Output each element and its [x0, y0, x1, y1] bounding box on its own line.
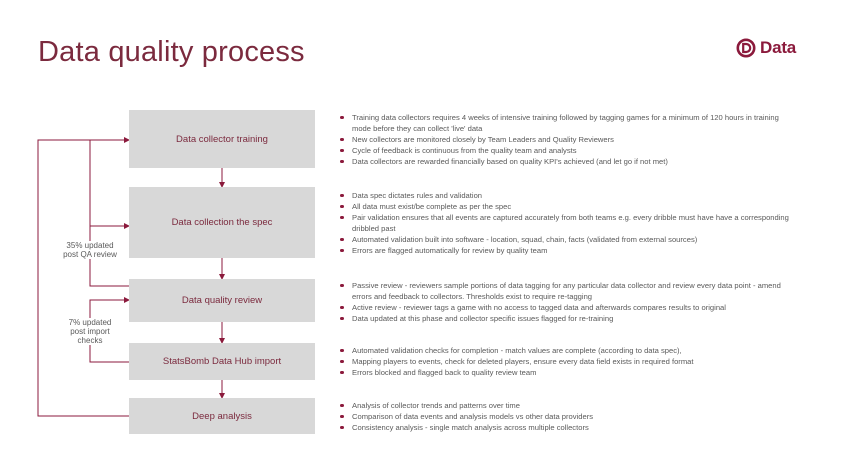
- stage-bullets-spec: [340, 190, 795, 256]
- stage-label: Data collector training: [176, 133, 268, 145]
- bullet-item: All data must exist/be complete as per the spec: [340, 201, 795, 212]
- stage-box-training: [129, 110, 315, 168]
- bullet-item: Errors are flagged automatically for review by quality team: [340, 245, 795, 256]
- bullet-item: Data spec dictates rules and validation: [340, 190, 795, 201]
- logo-text: Data: [760, 38, 797, 57]
- page-title: Data quality process: [38, 36, 305, 68]
- stage-label: Deep analysis: [192, 410, 252, 422]
- bullet-item: Consistency analysis - single match analysis across multiple collectors: [340, 422, 795, 433]
- bullet-item: Mapping players to events, check for deleted players, ensure every data field exists in required format: [340, 356, 795, 367]
- bullet-item: Comparison of data events and analysis models vs other data providers: [340, 411, 795, 422]
- bullet-item: Automated validation built into software - location, squad, chain, facts (validated from external sources): [340, 234, 795, 245]
- stage-box-spec: [129, 187, 315, 258]
- stage-label: Data collection the spec: [171, 217, 273, 228]
- stage-label: StatsBomb Data Hub import: [162, 356, 282, 367]
- bullet-item: Analysis of collector trends and patterns over time: [340, 400, 795, 411]
- bullet-item: Passive review - reviewers sample portions of data tagging for any particular data collector and review every data point - amend errors and feedback to collectors. Thresholds exist to require re-tagging: [340, 280, 795, 302]
- bullet-item: Pair validation ensures that all events are captured accurately from both teams e.g. every dribble must have have a corresponding dribbled past: [340, 212, 795, 234]
- bullet-item: Training data collectors requires 4 weeks of intensive training followed by tagging games for a minimum of 120 hours in training mode before they can collect 'live' data: [340, 112, 795, 134]
- stage-bullets-review: [340, 280, 795, 324]
- bullet-item: Errors blocked and flagged back to quality review team: [340, 367, 795, 378]
- feedback-loop-outer: [38, 140, 129, 416]
- stage-bullets-training: [340, 112, 795, 167]
- stage-bullets-import: [340, 345, 795, 378]
- bullet-item: New collectors are monitored closely by Team Leaders and Quality Reviewers: [340, 134, 795, 145]
- feedback-label-import: 7% updated post import checks: [60, 318, 120, 345]
- stage-bullets-analysis: [340, 400, 795, 433]
- feedback-loop-qa: [90, 140, 129, 286]
- bullet-item: Automated validation checks for completion - match values are complete (according to data spec),: [340, 345, 795, 356]
- stage-box-review: [129, 279, 315, 322]
- stage-box-import: [129, 343, 315, 380]
- stage-label: Data quality review: [181, 295, 263, 306]
- bullet-item: Data updated at this phase and collector specific issues flagged for re-training: [340, 313, 795, 324]
- bullet-item: Data collectors are rewarded financially based on quality KPI's achieved (and let go if not met): [340, 156, 795, 167]
- stage-box-analysis: [129, 398, 315, 434]
- bullet-item: Active review - reviewer tags a game with no access to tagged data and afterwards compares results to original: [340, 302, 795, 313]
- bullet-item: Cycle of feedback is continuous from the quality team and analysts: [340, 145, 795, 156]
- feedback-label-qa: 35% updated post QA review: [60, 241, 120, 259]
